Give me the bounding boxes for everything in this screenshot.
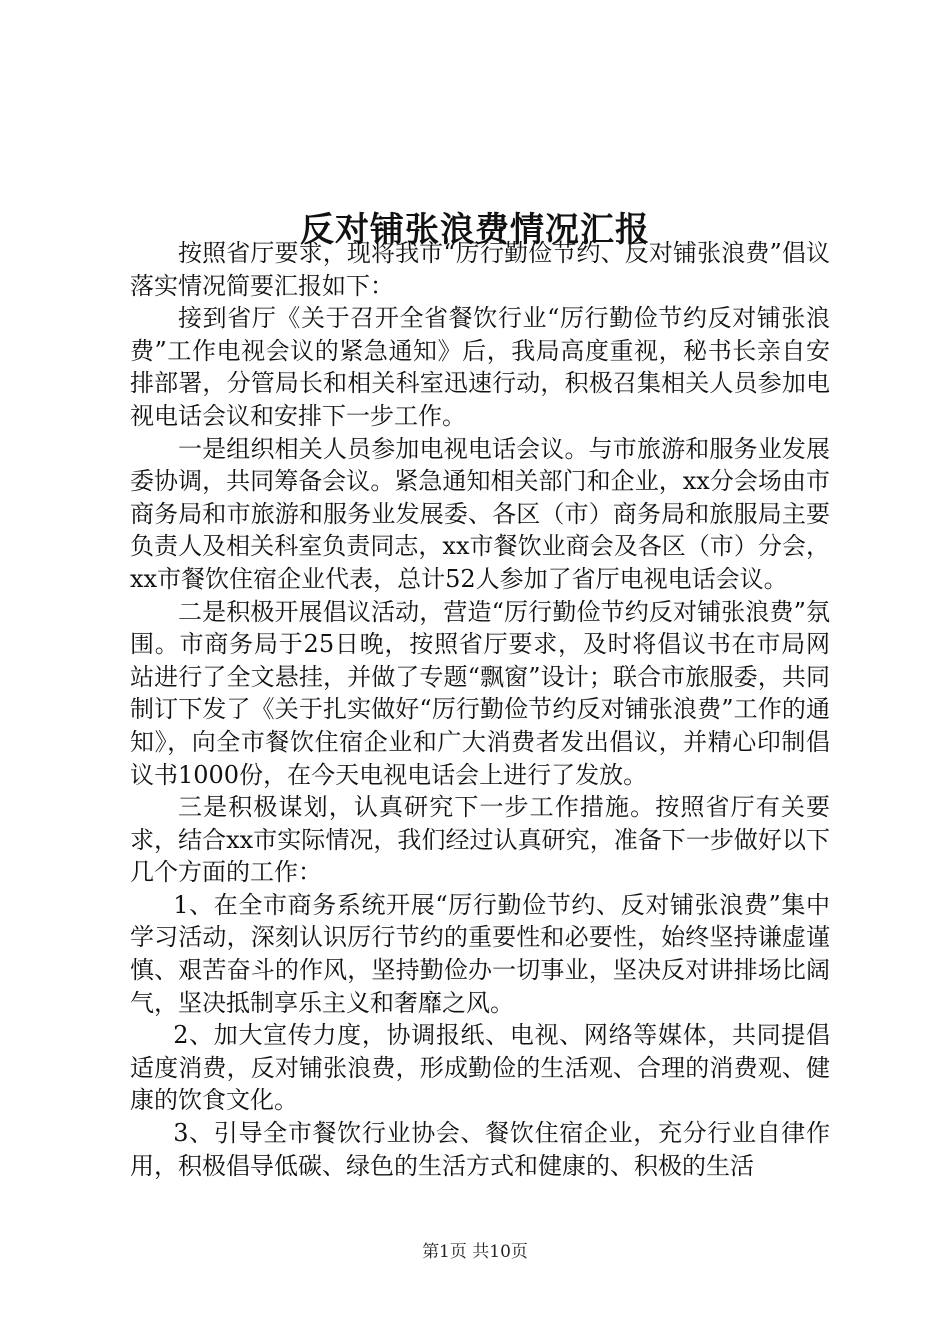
paragraph-point-two: 二是积极开展倡议活动，营造“厉行勤俭节约反对铺张浪费”氛围。市商务局于25日晚，按照省厅要求，及时将倡议书在市局网站进行了全文悬挂，并做了专题“飘窗”设计；联合市旅服委，共同制订下发了《关于扎实做好“厉行勤俭节约反对铺张浪费”工作的通知》，向全市餐饮住宿企业和广大消费者发出倡议，并精心印制倡议书1000份，在今天电视电话会上进行了发放。 [130,597,830,789]
list-item-3: 3、引导全市餐饮行业协会、餐饮住宿企业，充分行业自律作用，积极倡导低碳、绿色的生活方式和健康的、积极的生活 [130,1119,830,1180]
paragraph-intro: 按照省厅要求，现将我市“厉行勤俭节约、反对铺张浪费”倡议落实情况简要汇报如下： [130,239,830,300]
document-body [130,237,830,1182]
paragraph-point-three: 三是积极谋划，认真研究下一步工作措施。按照省厅有关要求，结合xx市实际情况，我们经过认真研究，准备下一步做好以下几个方面的工作： [130,793,830,887]
page-footer: 第1页 共10页 [422,1242,528,1262]
list-item-1: 1、在全市商务系统开展“厉行勤俭节约、反对铺张浪费”集中学习活动，深刻认识厉行节约的重要性和必要性，始终坚持谦虚谨慎、艰苦奋斗的作风，坚持勤俭办一切事业，坚决反对讲排场比阔气，坚决抵制享乐主义和奢靡之风。 [130,890,830,1017]
list-item-2: 2、加大宣传力度，协调报纸、电视、网络等媒体，共同提倡适度消费，反对铺张浪费，形成勤俭的生活观、合理的消费观、健康的饮食文化。 [130,1021,830,1115]
document-title: 反对铺张浪费情况汇报 [300,209,650,250]
paragraph-point-one: 一是组织相关人员参加电视电话会议。与市旅游和服务业发展委协调，共同筹备会议。紧急通知相关部门和企业，xx分会场由市商务局和市旅游和服务业发展委、各区（市）商务局和旅服局主要负责人及相关科室负责同志，xx市餐饮业商会及各区（市）分会，xx市餐饮住宿企业代表，总计52人参加了省厅电视电话会议。 [130,434,830,593]
paragraph-notice-received: 接到省厅《关于召开全省餐饮行业“厉行勤俭节约反对铺张浪费”工作电视会议的紧急通知》后，我局高度重视，秘书长亲自安排部署，分管局长和相关科室迅速行动，积极召集相关人员参加电视电话会议和安排下一步工作。 [130,304,830,430]
